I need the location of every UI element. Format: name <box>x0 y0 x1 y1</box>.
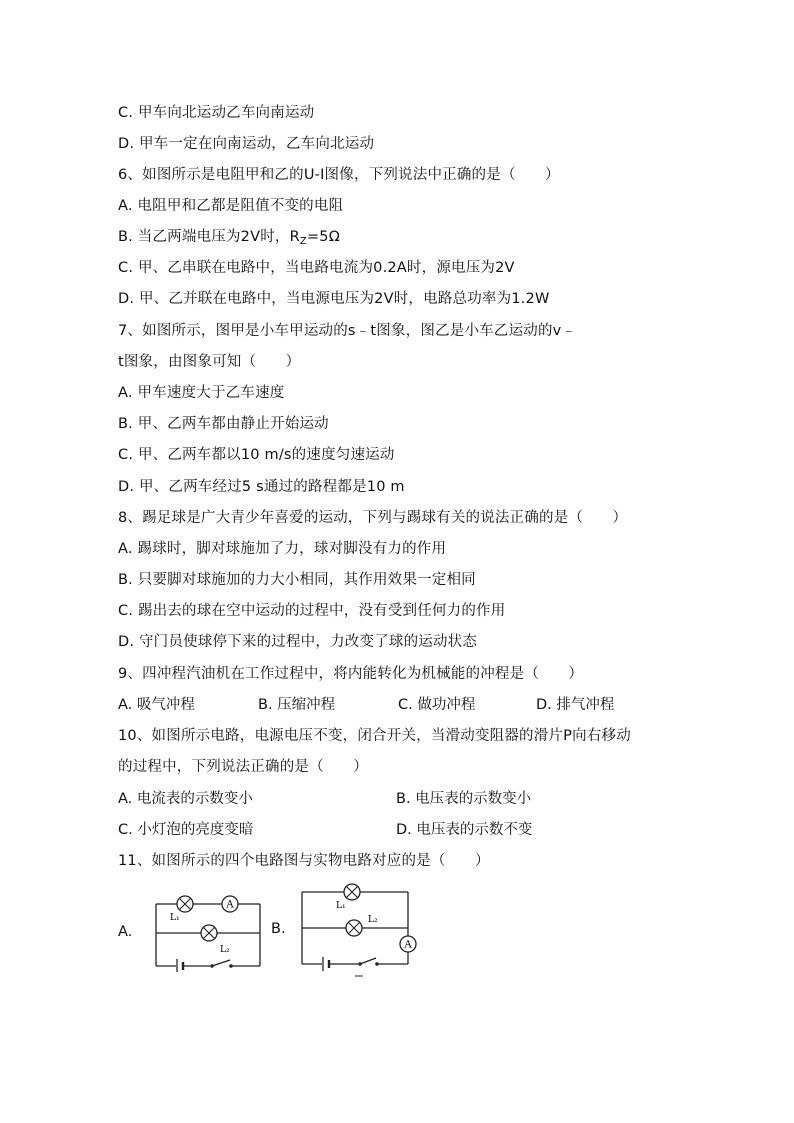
question-6: 6、如图所示是电阻甲和乙的U-I图像，下列说法中正确的是（ ） <box>118 167 560 183</box>
q6-option-c: C. 甲、乙串联在电路中，当电路电流为0.2A时，源电压为2V <box>118 260 515 276</box>
switch-icon <box>210 960 233 968</box>
lamp-l1-label: L₁ <box>336 901 346 911</box>
q6b-text-end: =5Ω <box>306 229 341 245</box>
ammeter-icon <box>400 936 416 952</box>
question-7-line-2: t图象，由图象可知（ ） <box>118 354 301 370</box>
q9-option-d: D. 排气冲程 <box>536 697 615 713</box>
circuit-b-diagram <box>294 876 418 978</box>
q8-option-c: C. 踢出去的球在空中运动的过程中，没有受到任何力的作用 <box>118 603 506 619</box>
circuit-a-label: A. <box>118 924 133 940</box>
q9-option-b: B. 压缩冲程 <box>258 697 336 713</box>
question-7-line-1: 7、如图所示，图甲是小车甲运动的s﹣t图象，图乙是小车乙运动的v﹣ <box>118 323 577 339</box>
q6b-subscript: Z <box>299 236 307 247</box>
q6-option-b <box>118 227 340 252</box>
lamp-l2-icon <box>346 920 362 936</box>
q7-option-c: C. 甲、乙两车都以10 m/s的速度匀速运动 <box>118 447 395 463</box>
q8-option-a: A. 踢球时，脚对球施加了力，球对脚没有力的作用 <box>118 541 447 557</box>
question-10-line-1: 10、如图所示电路，电源电压不变，闭合开关，当滑动变阻器的滑片P向右移动 <box>118 728 631 744</box>
q9-option-a: A. 吸气冲程 <box>118 697 195 713</box>
q7-option-d: D. 甲、乙两车经过5 s通过的路程都是10 m <box>118 479 405 495</box>
q7-option-b: B. 甲、乙两车都由静止开始运动 <box>118 416 329 432</box>
q6-option-d: D. 甲、乙并联在电路中，当电源电压为2V时，电路总功率为1.2W <box>118 291 550 307</box>
lamp-l1-icon <box>177 896 193 912</box>
q8-option-d: D. 守门员使球停下来的过程中，力改变了球的运动状态 <box>118 634 478 650</box>
circuit-a-diagram <box>150 882 266 972</box>
switch-icon <box>358 958 379 966</box>
q6-option-a: A. 电阻甲和乙都是阻值不变的电阻 <box>118 198 344 214</box>
q5-option-d: D. 甲车一定在向南运动，乙车向北运动 <box>118 136 375 152</box>
q10-option-c: C. 小灯泡的亮度变暗 <box>118 822 254 838</box>
lamp-l1-label: L₁ <box>170 913 180 923</box>
q9-option-c: C. 做功冲程 <box>398 697 476 713</box>
question-8: 8、踢足球是广大青少年喜爱的运动，下列与踢球有关的说法正确的是（ ） <box>118 510 628 526</box>
q7-option-a: A. 甲车速度大于乙车速度 <box>118 385 285 401</box>
lamp-l2-label: L₂ <box>368 915 378 925</box>
question-10-line-2: 的过程中，下列说法正确的是（ ） <box>118 759 368 775</box>
q10-option-a: A. 电流表的示数变小 <box>118 791 253 807</box>
q10-option-b: B. 电压表的示数变小 <box>396 791 532 807</box>
question-11: 11、如图所示的四个电路图与实物电路对应的是（ ） <box>118 853 490 869</box>
lamp-l2-icon <box>201 925 217 941</box>
lamp-l1-icon <box>344 884 360 900</box>
q8-option-b: B. 只要脚对球施加的力大小相同，其作用效果一定相同 <box>118 572 476 588</box>
q10-option-d: D. 电压表的示数不变 <box>396 822 533 838</box>
ammeter-label: A <box>226 899 234 911</box>
question-9: 9、四冲程汽油机在工作过程中，将内能转化为机械能的冲程是（ ） <box>118 666 584 682</box>
ammeter-icon <box>222 896 238 912</box>
ammeter-label: A <box>404 939 412 951</box>
q6b-text: B. 当乙两端电压为2V时，R <box>118 229 300 245</box>
q5-option-c: C. 甲车向北运动乙车向南运动 <box>118 105 315 121</box>
lamp-l2-label: L₂ <box>220 945 230 955</box>
circuit-b-label: B. <box>271 921 286 937</box>
